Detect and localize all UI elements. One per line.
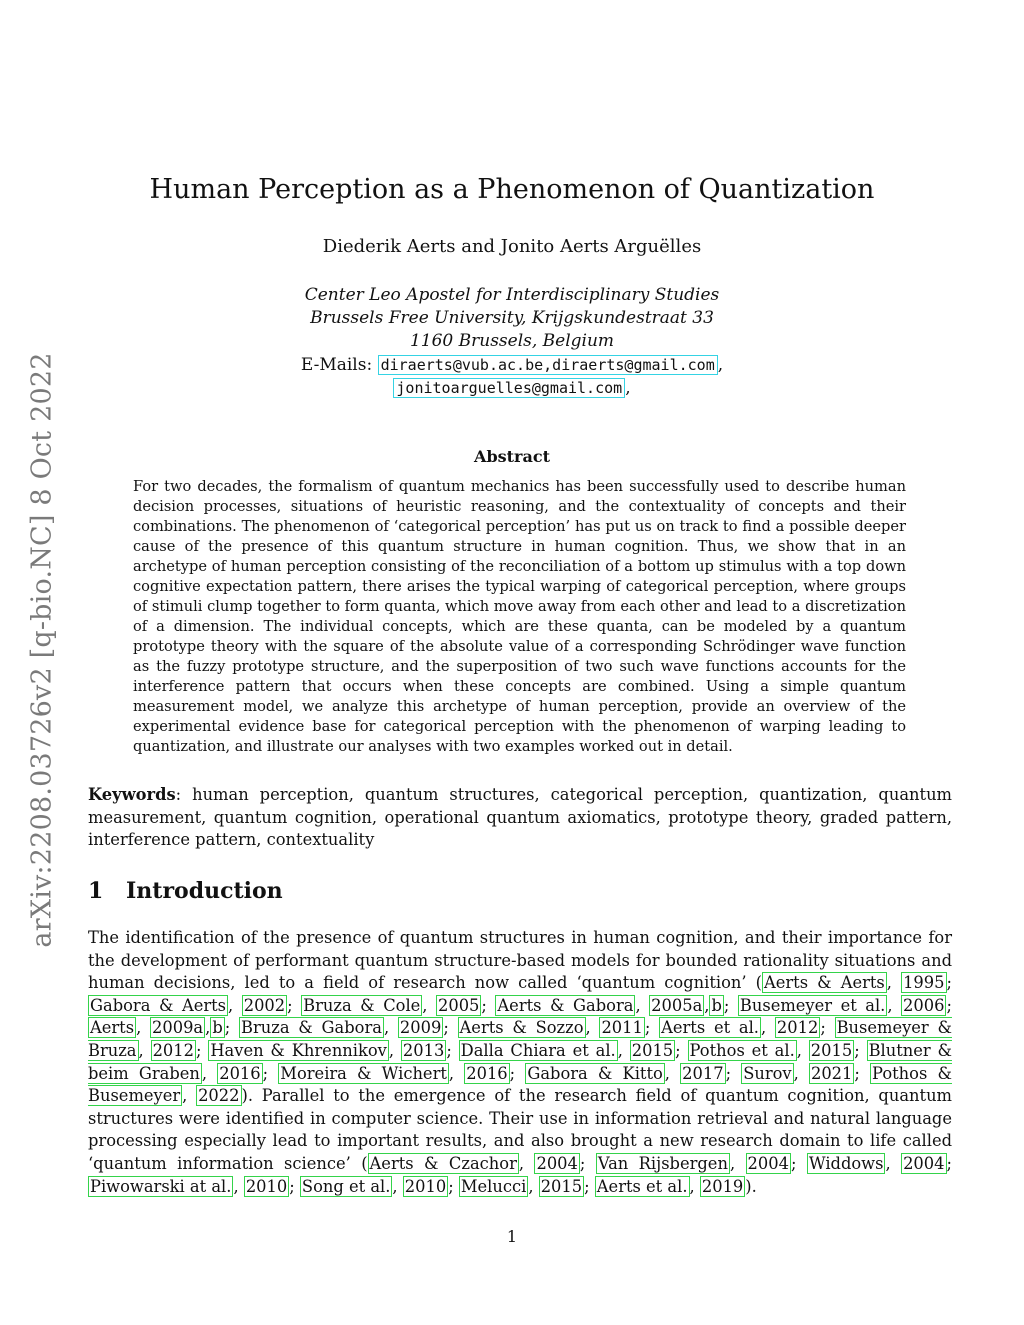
citation-separator: ; [481, 995, 496, 1015]
citation-link[interactable]: 2005 [437, 995, 480, 1015]
citation-separator: ; [262, 1063, 279, 1083]
citation-separator: , [422, 995, 436, 1015]
email-label: E-Mails: [300, 355, 373, 375]
citation-link[interactable]: 2005a [651, 995, 703, 1015]
citation-link[interactable]: Dalla Chiara et al. [460, 1040, 616, 1060]
citation-link[interactable]: Melucci [460, 1176, 527, 1196]
email-link-2[interactable]: jonitoarguelles@gmail.com [393, 378, 625, 398]
abstract-heading: Abstract [474, 447, 550, 466]
citation-separator: ; [289, 1176, 300, 1196]
citation-separator: , [448, 1063, 465, 1083]
citation-separator: ; [725, 1063, 742, 1083]
paper-title: Human Perception as a Phenomenon of Quantization [149, 174, 875, 205]
citation-link[interactable]: 2004 [536, 1153, 578, 1173]
citation-separator: ; [584, 1176, 595, 1196]
citation-link[interactable]: Pothos et al. [689, 1040, 795, 1060]
citation-link[interactable]: Aerts & Gabora [497, 995, 634, 1015]
citation-link[interactable]: 2009a [152, 1018, 204, 1038]
citation-separator: , [664, 1063, 681, 1083]
citation-separator: ; [448, 1176, 459, 1196]
citation-separator: ; [196, 1040, 209, 1060]
citation-separator: , [793, 1063, 809, 1083]
citation-link[interactable]: 2006 [903, 995, 945, 1015]
citation-separator: ; [790, 1153, 807, 1173]
citation-link[interactable]: 2021 [810, 1063, 853, 1083]
citation-separator: , [704, 995, 710, 1015]
citation-separator: , [635, 995, 650, 1015]
citation-link[interactable]: 2010 [245, 1176, 288, 1196]
citation-link[interactable]: Van Rijsbergen [597, 1153, 728, 1173]
citation-separator: ; [509, 1063, 526, 1083]
citation-separator: , [585, 1018, 600, 1038]
citation-separator: , [760, 1018, 775, 1038]
citation-link[interactable]: 2017 [682, 1063, 724, 1083]
citation-link[interactable]: Haven & Khrennikov [210, 1040, 387, 1060]
affiliation [0, 284, 1024, 353]
section-number: 1 [88, 878, 104, 904]
intro-text-1: The identification of the presence of quantum structures in human cognition, and their importance for the development of performant quantum structure-based models for bounded rationality situations and human decisions, led to a field of research now called ‘quantum cognition’ ( [88, 928, 952, 993]
citation-link[interactable]: 2015 [631, 1040, 674, 1060]
citation-link[interactable]: Aerts & Aerts [763, 973, 885, 993]
citation-link[interactable]: 2019 [701, 1176, 744, 1196]
citation-separator: ; [946, 973, 952, 993]
keywords [88, 784, 952, 852]
citation-link[interactable]: Aerts & Sozzo [459, 1018, 584, 1038]
citation-link[interactable]: Bruza & Gabora [241, 1018, 382, 1038]
citation-separator: ; [446, 1040, 459, 1060]
citation-link[interactable]: Busemeyer & Bruza [88, 1018, 952, 1060]
citation-separator: , [228, 995, 242, 1015]
citation-link[interactable]: Song et al. [301, 1176, 391, 1196]
citation-link[interactable]: Aerts et al. [596, 1176, 688, 1196]
citation-separator: ; [723, 995, 738, 1015]
email-block: E-Mails: diraerts@vub.ac.be,diraerts@gmail.com , jonitoarguelles@gmail.com , [300, 355, 724, 398]
citation-link[interactable]: 2016 [219, 1063, 261, 1083]
citation-separator: , [383, 1018, 398, 1038]
citation-link[interactable]: Gabora & Aerts [90, 995, 227, 1015]
citation-link[interactable]: 2010 [404, 1176, 447, 1196]
affiliation-line: 1160 Brussels, Belgium [409, 331, 615, 351]
citation-link[interactable]: b [212, 1018, 223, 1038]
page-number: 1 [506, 1227, 518, 1246]
citation-separator: , [388, 1040, 401, 1060]
abstract-text: For two decades, the formalism of quantum mechanics has been successfully used to describe human decision processes, situations of heuristic reasoning, and the contextuality of concepts and their combinations. The phenomenon of ‘categorical perception’ has put us on track to find a possible deeper cause of the presence of this quantum structure in human cognition. Thus, we show that in an archetype of human perception consisting of the reconciliation of a bottom up stimulus with a top down cognitive expectation pattern, there arises the typical warping of categorical perception, where groups of stimuli clump together to form quanta, which move away from each other and lead to a discretization of a dimension. The individual concepts, which are these quanta, can be modeled by a quantum prototype theory with the square of the absolute value of a corresponding Schrödinger wave function as the fuzzy prototype structure, and the superposition of two such wave functions accounts for the interference pattern that occurs when these concepts are combined. Using a simple quantum measurement model, we analyze this archetype of human perception, provide an overview of the experimental evidence base for categorical perception with the phenomenon of warping leading to quantization, and illustrate our analyses with two examples worked out in detail. [133, 478, 906, 755]
citation-link[interactable]: Surov [743, 1063, 792, 1083]
citation-separator: , [617, 1040, 630, 1060]
citation-separator: , [138, 1040, 151, 1060]
intro-text-3: ). [745, 1176, 757, 1196]
citation-link[interactable]: 1995 [903, 973, 945, 993]
intro-text-2: ). Parallel to the emergence of the research field of quantum cognition, quantum structures were identified in computer science. Their use in information retrieval and natural language processing especially lead to important results, and also brought a new research domain to life called ‘quantum information science’ ( [88, 1086, 952, 1173]
citation-separator: , [689, 1176, 700, 1196]
citation-separator: ; [854, 1040, 867, 1060]
intro-paragraph [88, 927, 952, 1198]
citation-separator: , [887, 995, 902, 1015]
citation-link[interactable]: 2009 [399, 1018, 442, 1038]
citation-separator: ; [946, 995, 952, 1015]
citation-separator: ; [854, 1063, 871, 1083]
citation-separator: , [518, 1153, 535, 1173]
citation-link[interactable]: 2004 [903, 1153, 945, 1173]
citation-separator: , [233, 1176, 244, 1196]
citation-separator: ; [946, 1153, 952, 1173]
citation-link[interactable]: Aerts [90, 1018, 135, 1038]
citation-separator: , [201, 1063, 218, 1083]
citation-separator: , [205, 1018, 211, 1038]
affiliation-line: Brussels Free University, Krijgskundestraat 33 [310, 308, 714, 328]
citation-link[interactable]: Aerts & Czachor [369, 1153, 517, 1173]
citation-link[interactable]: b [711, 995, 722, 1015]
citation-link[interactable]: 2022 [198, 1086, 240, 1106]
keywords-text: : human perception, quantum structures, categorical perception, quantization, quantum measurement, quantum cognition, operational quantum axiomatics, prototype theory, graded pattern, interference pattern, contextuality [88, 785, 952, 849]
citation-link[interactable]: Blutner & beim Graben [88, 1040, 953, 1083]
citation-separator: , [392, 1176, 403, 1196]
citation-link[interactable]: 2011 [601, 1018, 643, 1038]
citation-link[interactable]: Moreira & Wichert [280, 1063, 447, 1083]
citation-link[interactable]: Pothos & Busemeyer [88, 1063, 952, 1106]
citation-link[interactable]: 2012 [776, 1018, 819, 1038]
citation-separator: ; [820, 1018, 835, 1038]
citation-separator: ; [644, 1018, 660, 1038]
citation-link[interactable]: Widdows [808, 1153, 884, 1173]
citation-link[interactable]: 2015 [810, 1040, 853, 1060]
citation-link[interactable]: 2015 [540, 1176, 583, 1196]
citation-separator: , [136, 1018, 150, 1038]
citation-link[interactable]: 2002 [243, 995, 286, 1015]
citation-separator: ; [287, 995, 302, 1015]
citation-separator: ; [675, 1040, 688, 1060]
citation-separator: , [729, 1153, 746, 1173]
email-link-1[interactable]: diraerts@vub.ac.be,diraerts@gmail.com [378, 355, 718, 375]
citation-link[interactable]: Busemeyer et al. [739, 995, 886, 1015]
citation-link[interactable]: Bruza & Cole [303, 995, 421, 1015]
citation-link[interactable]: Gabora & Kitto [527, 1063, 663, 1083]
citation-separator: , [796, 1040, 809, 1060]
citation-link[interactable]: 2004 [747, 1153, 789, 1173]
citation-link[interactable]: 2013 [402, 1040, 445, 1060]
section-heading [88, 878, 283, 904]
citation-separator: , [528, 1176, 539, 1196]
citation-separator: , [886, 973, 902, 993]
citation-separator: ; [443, 1018, 458, 1038]
citation-link[interactable]: Piwowarski at al. [90, 1176, 232, 1196]
keywords-label: Keywords [88, 785, 176, 804]
citation-link[interactable]: 2012 [152, 1040, 194, 1060]
citation-separator: , [885, 1153, 902, 1173]
section-title: Introduction [126, 878, 283, 904]
citation-link[interactable]: Aerts et al. [661, 1018, 759, 1038]
citation-separator: ; [224, 1018, 240, 1038]
authors: Diederik Aerts and Jonito Aerts Arguëlles [322, 236, 702, 257]
affiliation-line: Center Leo Apostel for Interdisciplinary Studies [304, 285, 720, 305]
arxiv-identifier: arXiv:2208.03726v2 [q-bio.NC] 8 Oct 2022 [26, 352, 58, 948]
citation-separator: , [182, 1086, 197, 1106]
citation-link[interactable]: 2016 [466, 1063, 508, 1083]
citation-separator: ; [579, 1153, 596, 1173]
